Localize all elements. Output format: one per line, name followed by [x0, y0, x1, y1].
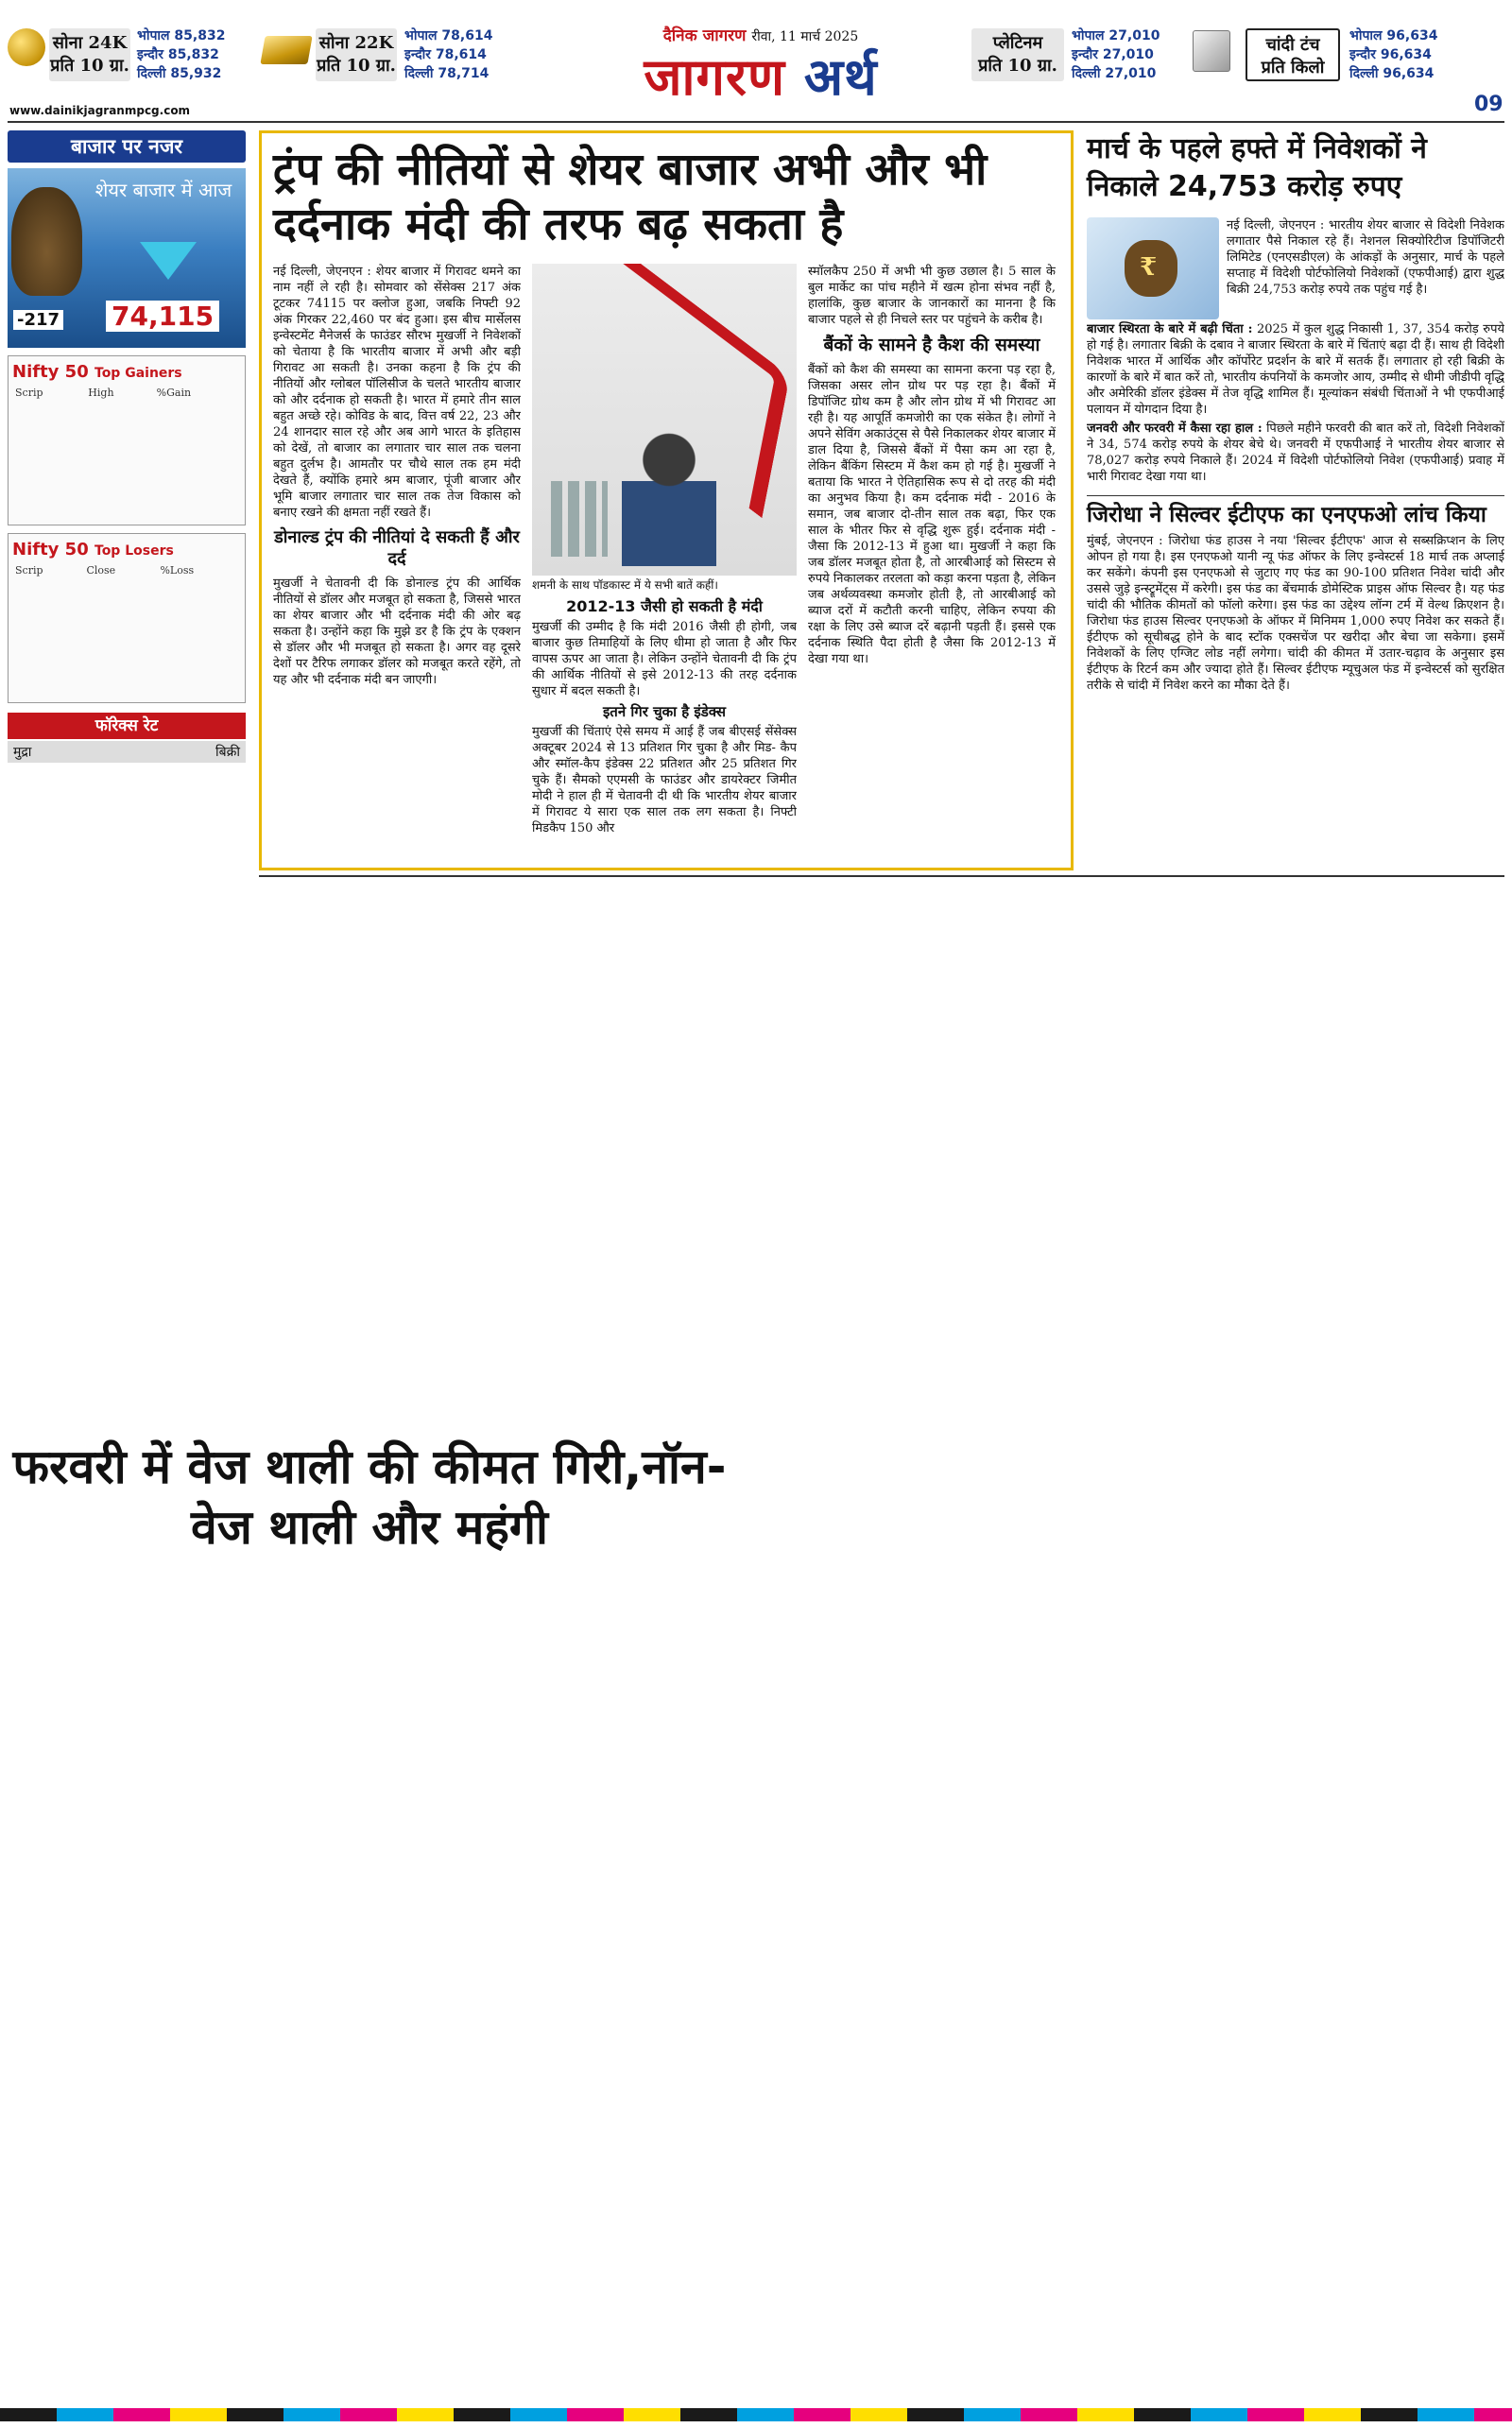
- masthead: [553, 26, 969, 112]
- bar-chart-icon: [551, 481, 608, 557]
- lead-sub3: इतने गिर चुका है इंडेक्स: [602, 703, 727, 720]
- fpi-story: [1087, 130, 1504, 490]
- gold24-unit: प्रति 10 ग्रा.: [50, 56, 129, 76]
- gold22-label: सोना 22K: [318, 33, 394, 53]
- gainers-subtitle: Top Gainers: [94, 366, 182, 381]
- lead-col3-text: स्मॉलकैप 250 में अभी भी कुछ उछाल है। 5 साल के बुल मार्केट का पांच महीने में खत्म होना संभव नहीं है, हालांकि, कुछ बाजार के जानकारों का मानना है कि बाजार पहले से ही निचले स्तर पर पहुंचने के करीब है।: [808, 265, 1056, 327]
- lead-headline: ट्रंप की नीतियों से शेयर बाजार अभी और भी दर्दनाक मंदी की तरफ बढ़ सकता है: [273, 144, 988, 250]
- lead-col2: [532, 596, 797, 856]
- losers-subtitle: Top Losers: [94, 543, 174, 559]
- fpi-headline: मार्च के पहले हफ्ते में निवेशकों ने निकाले 24,753 करोड़ रुपए: [1087, 132, 1427, 203]
- lead-sub1: डोनाल्ड ट्रंप की नीतियां दे सकती हैं और दर्द: [274, 527, 520, 569]
- forex-title: फॉरेक्स रेट: [8, 713, 246, 739]
- silver-rate-indore: इन्दौर 96,634: [1349, 47, 1432, 62]
- header-bar: [0, 0, 1512, 117]
- zerodha-story: [1087, 501, 1504, 870]
- platinum-rate-delhi: दिल्ली 27,010: [1072, 66, 1157, 81]
- lead-col1-text: नई दिल्ली, जेएनएन : शेयर बाजार में गिरावट थमने का नाम नहीं ले रही है। सोमवार को सेंसेक्स 217 अंक टूटकर 74115 पर क्लोज हुआ, जबकि निफ्टी 92 अंक गिरकर 22,460 पर बंद हुआ। इस बीच मार्सेलस इन्वेस्टमेंट मैनेजर्स के फाउंडर सौरभ मुखर्जी ने निवेशकों को चेताया है कि भारतीय बाजार में अभी और बड़ी गिरावट आ सकती है। उनका कहना है कि ट्रंप की नीतियों और ग्लोबल पॉलिसीज के चलते भारतीय बाजार को और दर्दनाक हो सकती है। भारत में हमारे तीन साल बहुत अच्छे रहे। कोविड के बाद, वित्त वर्ष 22, 23 और 24 शानदार साल रहे और अब आगे भारत के इतिहास को देखें, तो बाजार का लगातार चार साल तक चलना बहुत दुर्लभ है। आमतौर पर चौथे साल तक हम मंदी देखते हैं, क्योंकि हमारे श्रम बाजार, पूंजी बाजार और भूमि बाजार लगातार चार साल तक तेज विकास को बनाए रखने की क्षमता नहीं रखते हैं।: [273, 265, 521, 520]
- losers-box: [8, 533, 246, 703]
- gold24-label: सोना 24K: [52, 33, 128, 53]
- platinum-rates: [1072, 28, 1185, 81]
- market-subtitle: शेयर बाजार में आज: [94, 179, 232, 201]
- forex-table: [8, 741, 246, 763]
- silver-rate-bhopal: भोपाल 96,634: [1349, 28, 1438, 43]
- lead-photo-caption: शमनी के साथ पॉडकास्ट में ये सभी बातें कहीं।: [532, 578, 718, 592]
- brand-jagran: जागरण: [644, 46, 785, 107]
- silver-label-box: [1246, 28, 1340, 81]
- gold22-unit: प्रति 10 ग्रा.: [317, 56, 396, 76]
- market-change: -217: [13, 310, 63, 330]
- losers-col-loss: %Loss: [160, 564, 195, 577]
- fpi-body2-text: 2025 में कुल शुद्ध निकासी 1, 37, 354 करोड़ रुपये हो गई है। लगातार बिक्री के दबाव ने बाजार स्थिरता के बारे में चिंताएं बढ़ा दी हैं। साथ ही विदेशी निवेशक भारत में आर्थिक और कॉर्पोरेट प्रदर्शन के बारे में सतर्क हैं। लगातार हो रही बिक्री के कारणों के बारे में बात करें तो, भारतीय कंपनियों के कमजोर आय, उम्मीद से धीमी जीडीपी वृद्धि और अमेरिकी डॉलर इंडेक्स में तेज वृद्धि शामिल हैं। मूल्यांकन संबंधी चिंताओं ने भी एफपीआई पलायन में योगदान दिया है।: [1087, 322, 1504, 417]
- bull-icon: [11, 187, 82, 296]
- mid-rule: [259, 875, 1504, 877]
- fpi-body-text: नई दिल्ली, जेएनएन : भारतीय शेयर बाजार से विदेशी निवेशक लगातार पैसे निकाल रहे हैं। नेशनल सिक्योरिटीज डिपॉजिटरी लिमिटेड (एनएसडीएल) के आंकड़ों के अनुसार, मार्च के पहले सप्ताह में विदेशी पोर्टफोलियो निवेशकों (एफपीआई) द्वारा शुद्ध बिक्री 24,753 करोड़ रुपये तक पहुंच गई है।: [1227, 218, 1504, 297]
- gold-coin-icon: [8, 28, 45, 66]
- losers-col-scrip: Scrip: [15, 564, 43, 577]
- gold24-rate-bhopal: भोपाल 85,832: [137, 28, 226, 43]
- lead-col2-text: मुखर्जी की उम्मीद है कि मंदी 2016 जैसी ही होगी, जब बाजार कुछ तिमाहियों के लिए धीमा हो जाता है और फिर वापस ऊपर आ जाता है। लेकिन उन्होंने चेतावनी दी कि ट्रंप की आर्थिक नीतियों से इसे 2012-13 की तरह दर्दनाक सुधार में बदल सकती है।: [532, 620, 797, 698]
- platinum-unit: प्रति 10 ग्रा.: [978, 56, 1057, 76]
- silver-label: चांदी टंच: [1265, 35, 1320, 55]
- platinum-rate-bhopal: भोपाल 27,010: [1072, 28, 1160, 43]
- edition-date: रीवा, 11 मार्च 2025: [751, 29, 859, 44]
- lead-col2b-text: मुखर्जी की चिंताएं ऐसे समय में आई हैं जब बीएसई सेंसेक्स अक्टूबर 2024 से 13 प्रतिशत गिर चुका है और मिड- कैप और स्मॉल-कैप इंडेक्स 22 प्रतिशत और 25 प्रतिशत गिर चुके हैं। सैमको एएमसी के फाउंडर और डायरेक्टर जिमीत मोदी ने हाल ही में चेतावनी दी थी कि भारतीय शेयर बाजार में गिरावट ये सारा एक साल तक लग सकता है। निफ्टी मिडकैप 150 और: [532, 725, 797, 835]
- brand-arth: अर्थ: [803, 46, 878, 107]
- forex-col-currency: मुद्रा: [13, 745, 32, 760]
- worried-man-icon: [622, 424, 716, 566]
- lead-photo: [532, 264, 797, 576]
- gold24-label-box: [49, 28, 130, 81]
- silver-rate-delhi: दिल्ली 96,634: [1349, 66, 1435, 81]
- zerodha-body-text: मुंबई, जेएनएन : जिरोधा फंड हाउस ने नया 'सिल्वर ईटीएफ' आज से सब्सक्रिप्शन के लिए ओपन हो गया है। इस एनएफओ यानी न्यू फंड ऑफर के लिए इन्वेस्टर्स 18 मार्च तक अप्लाई कर सकेंगे। कंपनी इस एनएफओ से जुटाए गए फंड का 90-100 प्रतिशत निवेश चांदी और उससे जुड़े इन्स्ट्रूमेंट्स में करेगी। इस फंड का बेंचमार्क डोमेस्टिक प्राइस ऑफ सिल्वर है। यह फंड चांदी की भौतिक कीमतों को फॉलो करेगा। इस फंड का उद्देश्य लॉन्ग टर्म में वेल्थ क्रिएशन है। जिरोधा फंड हाउस सिल्वर एनएफओ के ऑफर में मिनिमम 1,000 रुपए निवेश कर सकते हैं। ईटीएफ को सूचीबद्ध होने के बाद स्टॉक एक्सचेंज पर खरीदा और बेचा जा सकेगा। इसमें निवेशकों के लिए एग्जिट लोड नहीं लगेगा। चांदी की कीमत में उतार-चढ़ाव के अनुसार इस ईटीएफ के रिटर्न कम और ज्यादा होते हैं। सिल्वर ईटीएफ म्यूचुअल फंड में इन्वेस्टर्स को सुरक्षित तरीके से चांदी में निवेश करने का मौका देते हैं।: [1087, 534, 1504, 693]
- gainers-col-gain: %Gain: [156, 387, 192, 399]
- down-arrow-icon: [140, 242, 197, 280]
- gold22-rate-delhi: दिल्ली 78,714: [404, 66, 490, 81]
- rupee-icon: ₹: [1140, 253, 1158, 282]
- gainers-box: [8, 355, 246, 525]
- market-index: 74,115: [106, 301, 219, 332]
- lead-story: [259, 130, 1074, 870]
- gold22-rate-indore: इन्दौर 78,614: [404, 47, 487, 62]
- lead-col1: [273, 264, 521, 854]
- fpi-rule: [1087, 495, 1504, 496]
- losers-table: [12, 563, 241, 577]
- fpi-body3-text: पिछले महीने फरवरी की बात करें तो, विदेशी निवेशकों ने 34, 574 करोड़ रुपये के शेयर बेचे थे। जनवरी में एफपीआई ने भारतीय शेयर बाजार से 78,027 करोड़ रुपये निकाले हैं। 2024 में विदेशी पोर्टफोलियो निवेश (एफपीआई) प्रवाह में भारी गिरावट देखा गया था।: [1087, 422, 1504, 484]
- platinum-label: प्लेटिनम: [992, 33, 1043, 53]
- thali-headline-main: फरवरी में वेज थाली की कीमत गिरी,नॉन-वेज थाली और महंगी: [12, 1439, 727, 1555]
- fpi-lead2: बाजार स्थिरता के बारे में बढ़ी चिंता :: [1087, 322, 1253, 336]
- losers-title: Nifty 50: [12, 540, 89, 560]
- market-panel: [8, 130, 246, 1435]
- lead-col1b-text: मुखर्जी ने चेतावनी दी कि डोनाल्ड ट्रंप की आर्थिक नीतियों से डॉलर और मजबूत हो सकता है, जिससे भारत का शेयर बाजार और भी दर्दनाक मंदी की ओर बढ़ सकता है। उन्होंने कहा कि मुझे डर है कि ट्रंप के एक्शन से डॉलर और भी मजबूत हो सकता है। अगर वह दूसरे देशों पर टैरिफ लगाकर डॉलर को मजबूत करते रहेंगे, तो यह और भी दर्दनाक मंदी बन जाएगी।: [273, 577, 521, 687]
- gold24-rates: [137, 28, 250, 81]
- platinum-label-box: [971, 28, 1064, 81]
- fpi-graphic: [1087, 217, 1219, 319]
- gold22-label-box: [316, 28, 397, 81]
- silver-rates: [1349, 28, 1482, 81]
- fpi-lead3: जनवरी और फरवरी में कैसा रहा हाल :: [1087, 422, 1263, 436]
- zerodha-body: [1087, 533, 1504, 864]
- platinum-bar-icon: [1193, 30, 1230, 72]
- bull-photo: [8, 168, 246, 348]
- fpi-body: [1227, 217, 1504, 319]
- page-number: 09: [1474, 93, 1503, 116]
- header-rule: [8, 121, 1504, 123]
- gold24-rate-indore: इन्दौर 85,832: [137, 47, 219, 62]
- website-url[interactable]: www.dainikjagranmpcg.com: [9, 104, 191, 117]
- forex-col-sell: बिक्री: [215, 745, 240, 760]
- lead-sub4: बैंकों के सामने है कैश की समस्या: [823, 335, 1040, 355]
- gainers-col-high: High: [88, 387, 114, 399]
- gold22-rate-bhopal: भोपाल 78,614: [404, 28, 493, 43]
- fpi-body-2: [1087, 321, 1504, 488]
- gainers-col-scrip: Scrip: [15, 387, 43, 399]
- silver-unit: प्रति किलो: [1261, 58, 1325, 77]
- page-footer-bar: [0, 2408, 1512, 2421]
- gold24-rate-delhi: दिल्ली 85,932: [137, 66, 222, 81]
- gainers-table: [12, 386, 241, 400]
- platinum-rate-indore: इन्दौर 27,010: [1072, 47, 1154, 62]
- market-title: बाजार पर नजर: [8, 130, 246, 163]
- lead-sub2: 2012-13 जैसी हो सकती है मंदी: [566, 597, 763, 615]
- brand-small: दैनिक जागरण: [662, 26, 747, 45]
- lead-col3b-text: बैंकों को कैश की समस्या का सामना करना पड़ रहा है, जिसका असर लोन ग्रोथ पर पड़ रहा है। बैंकों में डिपॉजिट ग्रोथ कम है और लोन ग्रोथ में भी गिरावट आ रही है। यह आपूर्ति कमजोरी का एक संकेत है। लोगों ने अपने सेविंग अकाउंट्स से पैसे निकालकर शेयर बाजार में डाल दिया है, जिससे बैंकों में पैसा कम आ रहा है, लेकिन बैंकिंग सिस्टम में कैश कम हो गई है। मुखर्जी ने बताया कि भारत ने ऐतिहासिक रूप से दो तरह की मंदी का अनुभव किया है। कम दर्दनाक मंदी - 2016 के समान, जब बाजार दो-तीन साल तक बढ़ा, फिर एक साल के भीतर फिर से वृद्धि शुरू हुई। दर्दनाक मंदी - जैसा कि 2012-13 में हुआ था। मुखर्जी ने कहा कि जब डॉलर मजबूत होता है, तो आरबीआई को सिस्टम से रुपये निकालकर तरलता को कड़ा करना पड़ता है, लेकिन जब अर्थव्यवस्था कमजोर होती है, तो आरबीआई को ब्याज दरों में कटौती करनी चाहिए, लेकिन रुपया की रक्षा के लिए उसे ब्याज दरें बढ़ानी पड़ती हैं। इससे एक दर्दनाक स्थिति पैदा होती है जैसा कि 2012-13 में देखा गया था।: [808, 363, 1056, 666]
- losers-col-close: Close: [86, 564, 116, 577]
- zerodha-headline: जिरोधा ने सिल्वर ईटीएफ का एनएफओ लांच किया: [1087, 503, 1486, 527]
- lead-col3: [808, 264, 1056, 854]
- gold-bar-icon: [260, 36, 312, 64]
- thali-section-wrapper: [8, 1437, 731, 1928]
- gainers-title: Nifty 50: [12, 362, 89, 382]
- gold22-rates: [404, 28, 518, 81]
